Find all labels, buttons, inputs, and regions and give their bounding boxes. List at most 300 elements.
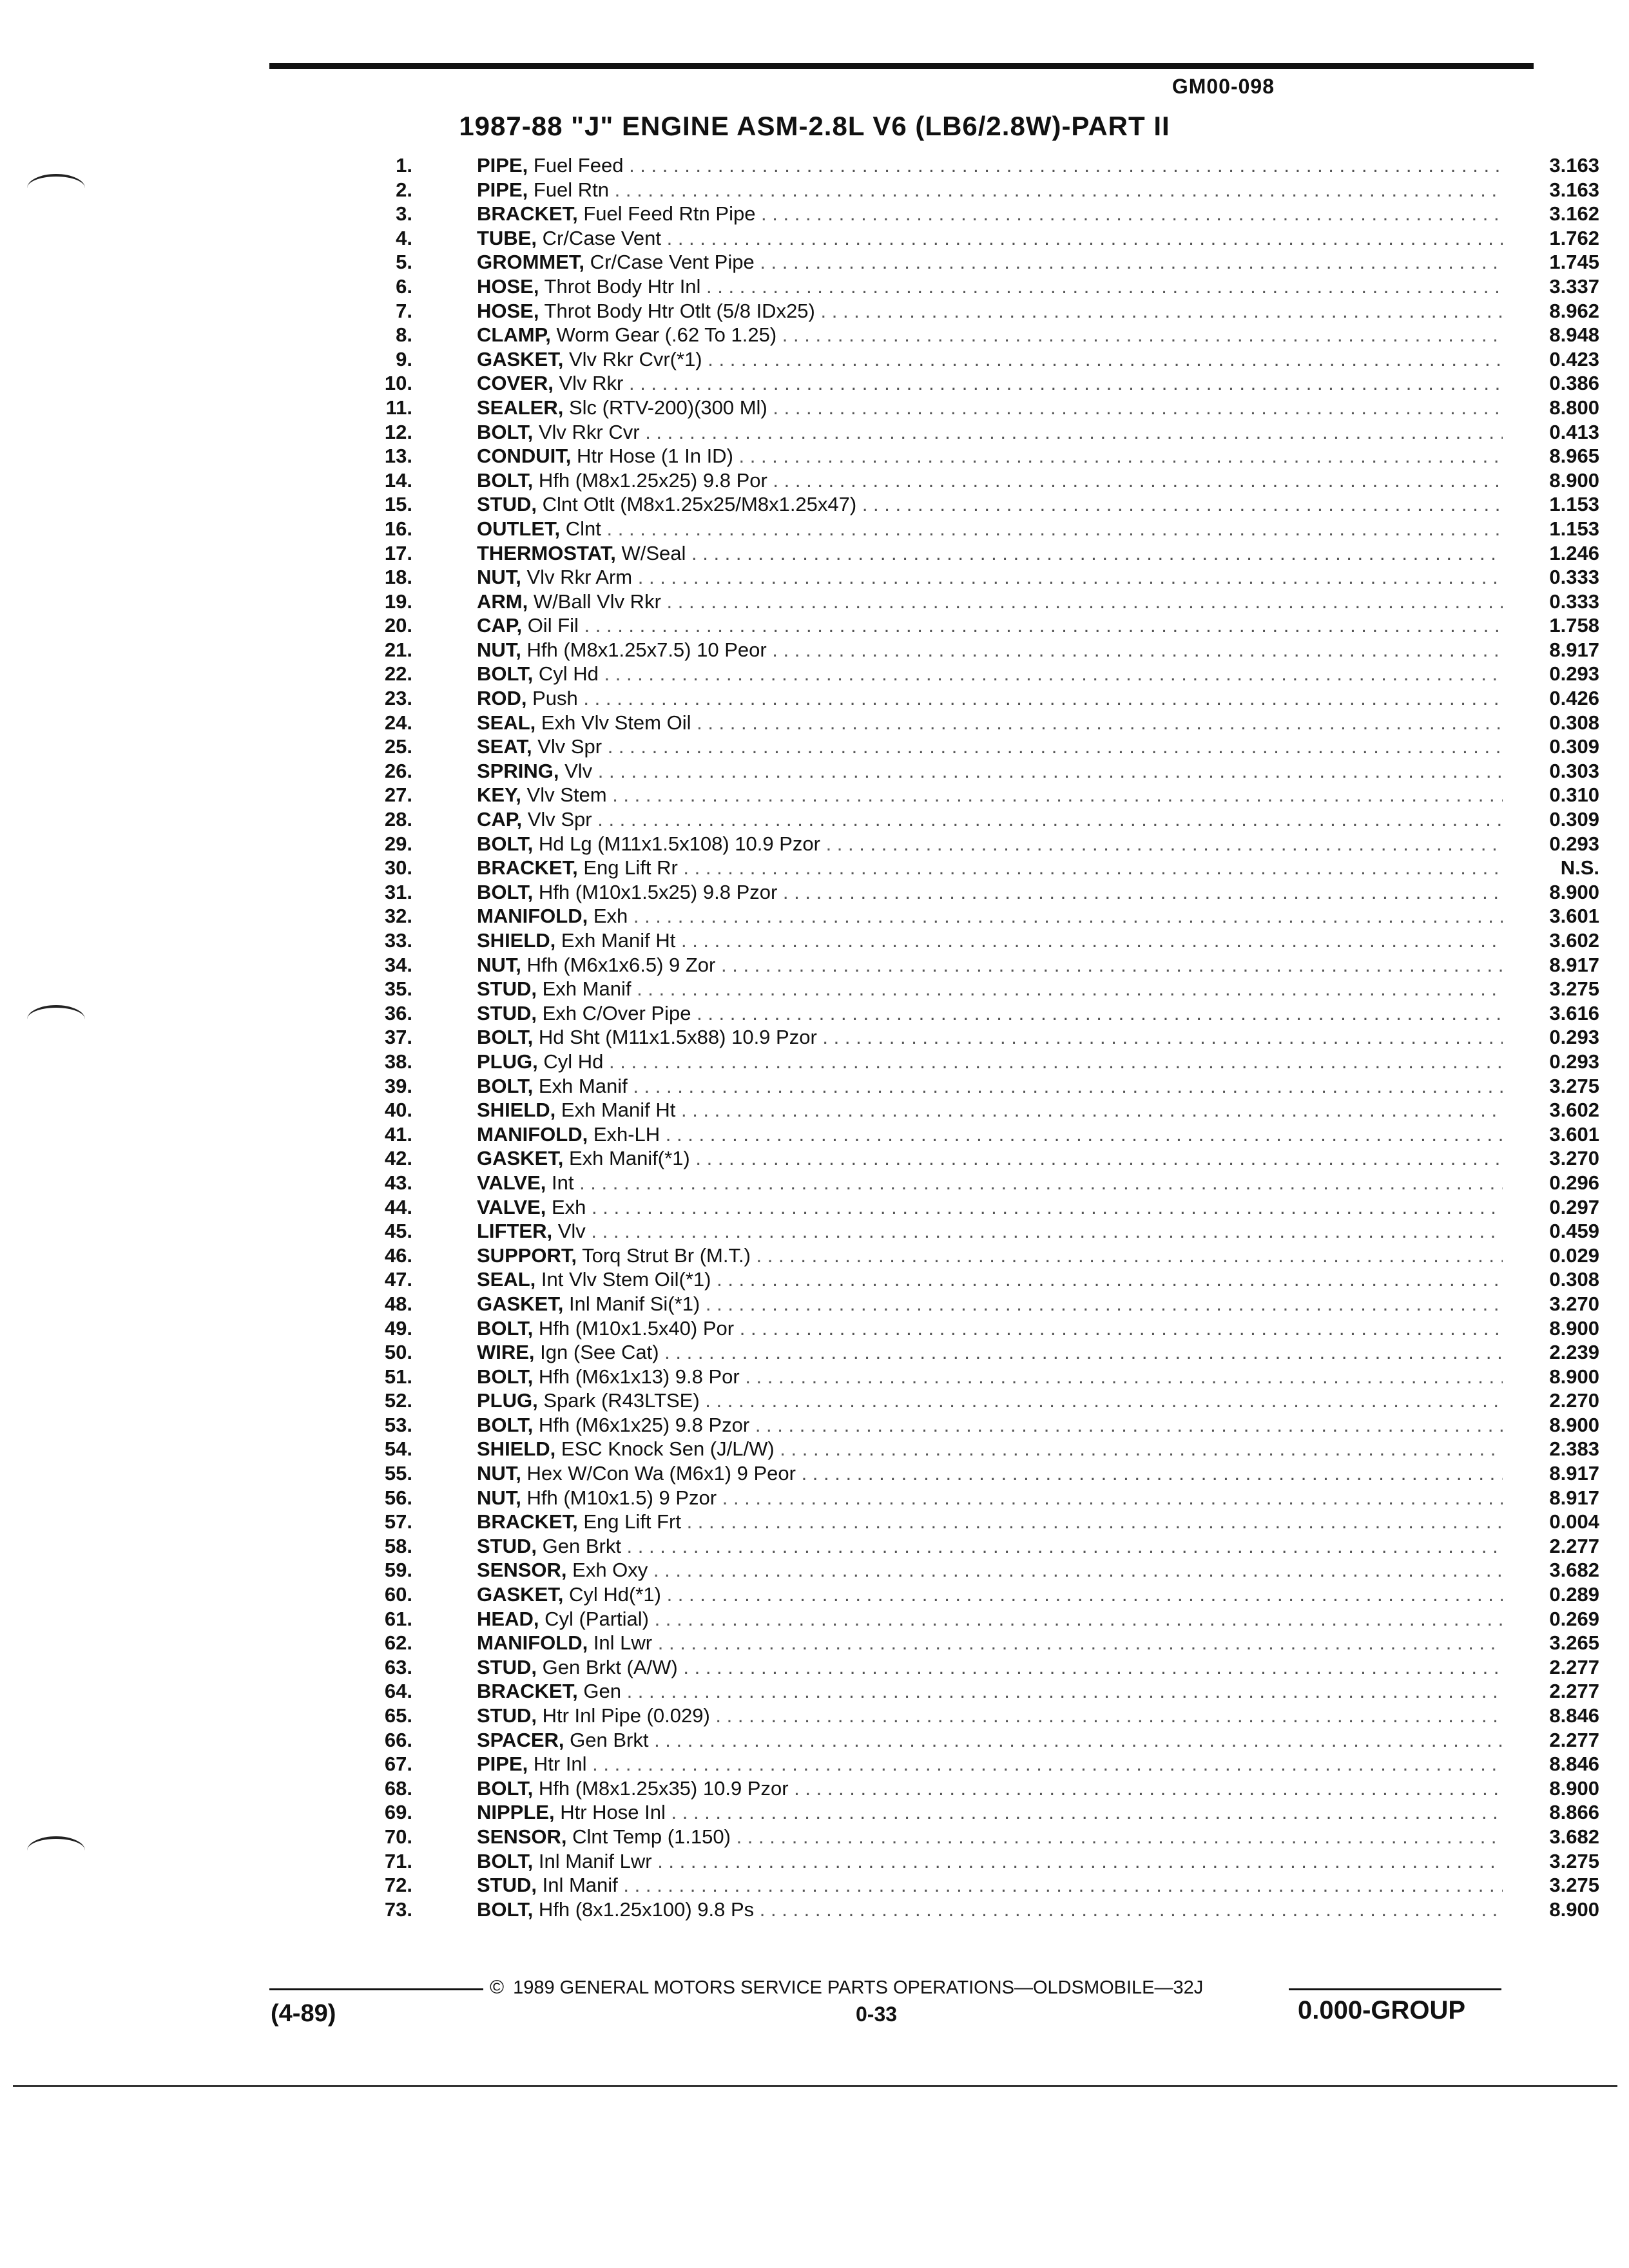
part-number: 50. bbox=[384, 1341, 412, 1364]
part-description bbox=[477, 1486, 1605, 1510]
part-row bbox=[361, 711, 1599, 735]
part-description bbox=[477, 1389, 1605, 1413]
part-description bbox=[477, 1728, 1605, 1753]
part-detail: Vlv Rkr Cvr(*1) bbox=[563, 347, 702, 370]
part-name: TUBE, bbox=[477, 226, 537, 249]
part-description bbox=[477, 1825, 1605, 1849]
part-row bbox=[361, 1365, 1599, 1389]
part-row bbox=[361, 1849, 1599, 1874]
part-number: 34. bbox=[384, 953, 412, 976]
part-group-number: 2.277 bbox=[1503, 1655, 1599, 1680]
part-name: SHIELD, bbox=[477, 1099, 556, 1122]
part-number: 66. bbox=[384, 1728, 412, 1751]
part-group-number: 3.275 bbox=[1503, 1074, 1599, 1099]
footer-rule-left bbox=[269, 1988, 483, 1990]
part-description bbox=[477, 371, 1605, 396]
part-group-number: 2.277 bbox=[1503, 1679, 1599, 1704]
binder-hole-mark bbox=[27, 174, 85, 202]
part-description bbox=[477, 1849, 1605, 1874]
part-detail: Int Vlv Stem Oil(*1) bbox=[535, 1268, 711, 1291]
part-row bbox=[361, 638, 1599, 662]
part-description bbox=[477, 1655, 1605, 1680]
part-group-number: 0.303 bbox=[1503, 759, 1599, 783]
part-name: NUT, bbox=[477, 1462, 521, 1485]
part-detail: Cr/Case Vent Pipe bbox=[584, 251, 755, 274]
part-name: SENSOR, bbox=[477, 1825, 567, 1848]
part-row bbox=[361, 1461, 1599, 1486]
part-detail: Exh Manif bbox=[533, 1074, 628, 1097]
part-detail: Vlv bbox=[559, 759, 593, 782]
part-detail: Htr Hose (1 In ID) bbox=[571, 445, 733, 468]
part-name: CONDUIT, bbox=[477, 445, 572, 468]
part-number: 44. bbox=[384, 1195, 412, 1218]
part-detail: Clnt Otlt (M8x1.25x25/M8x1.25x47) bbox=[537, 493, 857, 516]
part-row bbox=[361, 492, 1599, 517]
part-detail: Exh Manif(*1) bbox=[563, 1147, 690, 1170]
part-number: 59. bbox=[384, 1559, 412, 1582]
part-row bbox=[361, 1800, 1599, 1825]
part-group-number: 3.275 bbox=[1503, 1873, 1599, 1898]
part-name: BRACKET, bbox=[477, 202, 578, 226]
part-description bbox=[477, 153, 1605, 178]
part-row bbox=[361, 178, 1599, 202]
part-description bbox=[477, 396, 1605, 420]
part-row bbox=[361, 1146, 1599, 1171]
part-description bbox=[477, 226, 1605, 251]
part-row bbox=[361, 590, 1599, 614]
part-number: 72. bbox=[384, 1874, 412, 1897]
part-name: BRACKET, bbox=[477, 1680, 578, 1703]
part-group-number: 8.900 bbox=[1503, 1898, 1599, 1922]
part-group-number: 0.413 bbox=[1503, 420, 1599, 445]
part-row bbox=[361, 1098, 1599, 1122]
part-row bbox=[361, 1825, 1599, 1849]
part-description bbox=[477, 1607, 1605, 1631]
part-row bbox=[361, 613, 1599, 638]
part-group-number: 1.153 bbox=[1503, 492, 1599, 517]
part-row bbox=[361, 299, 1599, 323]
part-detail: Vlv Rkr Arm bbox=[521, 566, 633, 589]
part-number: 25. bbox=[384, 735, 412, 758]
part-group-number: 0.333 bbox=[1503, 565, 1599, 590]
part-number: 47. bbox=[384, 1268, 412, 1291]
part-detail: Hfh (M10x1.5) 9 Pzor bbox=[521, 1486, 717, 1509]
part-detail: Clnt bbox=[560, 517, 601, 540]
part-detail: Vlv Stem bbox=[521, 783, 607, 807]
part-row bbox=[361, 977, 1599, 1001]
part-name: GASKET, bbox=[477, 1292, 564, 1315]
part-row bbox=[361, 347, 1599, 372]
binder-hole-mark bbox=[27, 1836, 85, 1865]
part-number: 10. bbox=[384, 372, 412, 395]
part-detail: Hfh (M6x1x25) 9.8 Pzor bbox=[533, 1413, 750, 1436]
part-row bbox=[361, 444, 1599, 468]
part-description bbox=[477, 178, 1605, 202]
part-number: 38. bbox=[384, 1050, 412, 1073]
part-number: 18. bbox=[384, 566, 412, 589]
part-description bbox=[477, 250, 1605, 274]
part-description bbox=[477, 420, 1605, 445]
page-number: 0-33 bbox=[856, 2003, 898, 2026]
part-detail: Exh bbox=[588, 905, 628, 928]
part-row bbox=[361, 1050, 1599, 1074]
part-name: BOLT, bbox=[477, 1316, 534, 1340]
part-group-number: 8.962 bbox=[1503, 299, 1599, 323]
part-detail: Htr Inl Pipe (0.029) bbox=[537, 1704, 710, 1727]
part-description bbox=[477, 1340, 1605, 1365]
part-row bbox=[361, 759, 1599, 783]
part-number: 5. bbox=[396, 251, 412, 274]
part-row bbox=[361, 517, 1599, 541]
part-name: PIPE, bbox=[477, 178, 528, 201]
part-number: 37. bbox=[384, 1026, 412, 1049]
part-number: 54. bbox=[384, 1437, 412, 1461]
part-name: SPACER, bbox=[477, 1728, 564, 1751]
part-number: 49. bbox=[384, 1316, 412, 1340]
part-description bbox=[477, 1025, 1605, 1050]
part-description bbox=[477, 1171, 1605, 1195]
part-name: NUT, bbox=[477, 638, 521, 661]
part-number: 4. bbox=[396, 226, 412, 249]
part-name: WIRE, bbox=[477, 1341, 535, 1364]
part-row bbox=[361, 1776, 1599, 1801]
part-number: 64. bbox=[384, 1680, 412, 1703]
part-description bbox=[477, 880, 1605, 905]
part-description bbox=[477, 541, 1605, 566]
part-detail: Cr/Case Vent bbox=[537, 226, 661, 249]
part-description bbox=[477, 638, 1605, 662]
part-detail: Exh Oxy bbox=[566, 1559, 648, 1582]
part-group-number: 8.917 bbox=[1503, 1461, 1599, 1486]
part-number: 40. bbox=[384, 1099, 412, 1122]
part-group-number: 8.900 bbox=[1503, 1316, 1599, 1341]
part-detail: Fuel Feed bbox=[528, 154, 624, 177]
part-row bbox=[361, 1534, 1599, 1559]
part-group-number: 8.800 bbox=[1503, 396, 1599, 420]
part-number: 42. bbox=[384, 1147, 412, 1170]
part-row bbox=[361, 250, 1599, 274]
part-detail: Exh Vlv Stem Oil bbox=[535, 711, 691, 734]
part-group-number: 0.269 bbox=[1503, 1607, 1599, 1631]
part-number: 65. bbox=[384, 1704, 412, 1727]
part-number: 71. bbox=[384, 1849, 412, 1872]
part-description bbox=[477, 1558, 1605, 1582]
part-description bbox=[477, 735, 1605, 759]
part-name: PIPE, bbox=[477, 154, 528, 177]
part-detail: Vlv Rkr Cvr bbox=[533, 420, 640, 443]
part-row bbox=[361, 1001, 1599, 1026]
part-number: 63. bbox=[384, 1655, 412, 1678]
footer-date: (4-89) bbox=[271, 2000, 336, 2027]
document-code: GM00-098 bbox=[1171, 75, 1275, 98]
part-description bbox=[477, 1582, 1605, 1607]
copyright-symbol: © bbox=[490, 1977, 505, 1998]
part-description bbox=[477, 977, 1605, 1001]
part-row bbox=[361, 420, 1599, 445]
part-name: PLUG, bbox=[477, 1389, 538, 1412]
part-description bbox=[477, 1316, 1605, 1341]
part-number: 41. bbox=[384, 1122, 412, 1146]
part-number: 67. bbox=[384, 1753, 412, 1776]
part-detail: Oil Fil bbox=[522, 614, 579, 637]
part-name: CAP, bbox=[477, 808, 523, 831]
part-detail: Eng Lift Frt bbox=[577, 1510, 681, 1533]
part-name: BRACKET, bbox=[477, 856, 578, 879]
part-name: THERMOSTAT, bbox=[477, 541, 616, 564]
part-group-number: 3.270 bbox=[1503, 1146, 1599, 1171]
part-group-number: 1.153 bbox=[1503, 517, 1599, 541]
part-number: 56. bbox=[384, 1486, 412, 1509]
part-number: 55. bbox=[384, 1462, 412, 1485]
part-group-number: 0.293 bbox=[1503, 1025, 1599, 1050]
part-group-number: 8.846 bbox=[1503, 1704, 1599, 1728]
part-row bbox=[361, 1679, 1599, 1704]
part-name: BOLT, bbox=[477, 1413, 534, 1436]
part-name: CLAMP, bbox=[477, 323, 551, 347]
part-detail: Hfh (M6x1x6.5) 9 Zor bbox=[521, 953, 716, 976]
part-number: 70. bbox=[384, 1825, 412, 1848]
part-detail: Vlv Spr bbox=[522, 808, 592, 831]
part-detail: Eng Lift Rr bbox=[577, 856, 678, 879]
part-group-number: 3.682 bbox=[1503, 1558, 1599, 1582]
part-name: SEALER, bbox=[477, 396, 564, 419]
part-row bbox=[361, 1074, 1599, 1099]
part-detail: Gen bbox=[577, 1680, 621, 1703]
part-description bbox=[477, 1413, 1605, 1437]
part-description bbox=[477, 1122, 1605, 1147]
part-number: 27. bbox=[384, 783, 412, 807]
copyright-notice bbox=[490, 1977, 1203, 1999]
part-number: 61. bbox=[384, 1607, 412, 1630]
part-number: 68. bbox=[384, 1776, 412, 1800]
part-number: 11. bbox=[385, 396, 412, 419]
part-description bbox=[477, 1631, 1605, 1655]
part-group-number: 0.029 bbox=[1503, 1244, 1599, 1268]
part-detail: Throt Body Htr Inl bbox=[539, 274, 701, 298]
part-detail: Htr Inl bbox=[528, 1753, 587, 1776]
part-name: SHIELD, bbox=[477, 1437, 556, 1461]
part-number: 19. bbox=[384, 590, 412, 613]
part-detail: Int bbox=[546, 1171, 574, 1194]
part-name: OUTLET, bbox=[477, 517, 561, 540]
part-row bbox=[361, 226, 1599, 251]
footer-rule-right bbox=[1289, 1988, 1501, 1990]
part-detail: Ign (See Cat) bbox=[534, 1341, 659, 1364]
part-row bbox=[361, 468, 1599, 493]
part-number: 60. bbox=[384, 1583, 412, 1606]
part-number: 14. bbox=[384, 468, 412, 492]
parts-list bbox=[361, 153, 1599, 1921]
part-description bbox=[477, 832, 1605, 856]
part-row bbox=[361, 323, 1599, 347]
part-name: SPRING, bbox=[477, 759, 559, 782]
part-detail: Spark (R43LTSE) bbox=[537, 1389, 700, 1412]
part-detail: Hd Sht (M11x1.5x88) 10.9 Pzor bbox=[533, 1026, 817, 1049]
part-row bbox=[361, 832, 1599, 856]
part-description bbox=[477, 1437, 1605, 1461]
part-group-number: 3.270 bbox=[1503, 1292, 1599, 1316]
part-number: 31. bbox=[384, 880, 412, 903]
part-row bbox=[361, 1752, 1599, 1776]
part-group-number: 1.762 bbox=[1503, 226, 1599, 251]
part-number: 26. bbox=[384, 759, 412, 782]
part-row bbox=[361, 1873, 1599, 1898]
part-name: BOLT, bbox=[477, 1898, 534, 1921]
part-number: 2. bbox=[396, 178, 412, 201]
part-row bbox=[361, 1340, 1599, 1365]
part-name: LIFTER, bbox=[477, 1220, 553, 1243]
part-row bbox=[361, 662, 1599, 686]
part-description bbox=[477, 1050, 1605, 1074]
part-number: 73. bbox=[384, 1898, 412, 1921]
part-group-number: 0.309 bbox=[1503, 735, 1599, 759]
part-number: 33. bbox=[384, 929, 412, 952]
part-description bbox=[477, 783, 1605, 807]
scan-edge-line bbox=[13, 2085, 1617, 2087]
part-number: 1. bbox=[396, 154, 412, 177]
part-detail: Hfh (M10x1.5x25) 9.8 Pzor bbox=[533, 880, 778, 903]
part-detail: Hfh (M10x1.5x40) Por bbox=[533, 1316, 735, 1340]
part-description bbox=[477, 565, 1605, 590]
part-description bbox=[477, 1800, 1605, 1825]
part-row bbox=[361, 783, 1599, 807]
part-description bbox=[477, 1752, 1605, 1776]
part-description bbox=[477, 274, 1605, 299]
part-detail: Exh bbox=[546, 1195, 586, 1218]
part-name: HOSE, bbox=[477, 299, 539, 322]
part-group-number: 8.917 bbox=[1503, 638, 1599, 662]
part-number: 6. bbox=[396, 274, 412, 298]
part-row bbox=[361, 1582, 1599, 1607]
part-detail: Inl Lwr bbox=[588, 1631, 653, 1655]
part-row bbox=[361, 1631, 1599, 1655]
part-row bbox=[361, 1316, 1599, 1341]
part-row bbox=[361, 1267, 1599, 1292]
part-description bbox=[477, 1873, 1605, 1898]
part-description bbox=[477, 759, 1605, 783]
part-detail: Vlv Rkr bbox=[553, 372, 624, 395]
part-name: STUD, bbox=[477, 1874, 537, 1897]
part-detail: Push bbox=[526, 687, 578, 710]
part-name: GASKET, bbox=[477, 1583, 564, 1606]
part-detail: Vlv Spr bbox=[532, 735, 602, 758]
part-group-number: 1.246 bbox=[1503, 541, 1599, 566]
part-row bbox=[361, 153, 1599, 178]
top-rule bbox=[269, 63, 1534, 69]
part-group-number: 0.293 bbox=[1503, 1050, 1599, 1074]
part-number: 69. bbox=[384, 1801, 412, 1824]
part-group-number: 8.900 bbox=[1503, 1413, 1599, 1437]
part-name: BRACKET, bbox=[477, 1510, 578, 1533]
part-row bbox=[361, 1195, 1599, 1220]
part-description bbox=[477, 1267, 1605, 1292]
part-detail: Fuel Feed Rtn Pipe bbox=[577, 202, 756, 226]
part-name: HOSE, bbox=[477, 274, 539, 298]
part-group-number: 8.965 bbox=[1503, 444, 1599, 468]
part-detail: Inl Manif bbox=[537, 1874, 618, 1897]
part-group-number: 0.289 bbox=[1503, 1582, 1599, 1607]
part-name: BOLT, bbox=[477, 468, 534, 492]
part-description bbox=[477, 1510, 1605, 1534]
part-number: 22. bbox=[384, 662, 412, 686]
part-group-number: 8.917 bbox=[1503, 953, 1599, 977]
part-row bbox=[361, 1898, 1599, 1922]
part-name: STUD, bbox=[477, 1534, 537, 1557]
part-name: COVER, bbox=[477, 372, 554, 395]
part-name: KEY, bbox=[477, 783, 521, 807]
part-row bbox=[361, 1292, 1599, 1316]
part-description bbox=[477, 1074, 1605, 1099]
part-row bbox=[361, 1655, 1599, 1680]
part-row bbox=[361, 1486, 1599, 1510]
part-row bbox=[361, 856, 1599, 880]
part-group-number: 2.383 bbox=[1503, 1437, 1599, 1461]
part-number: 43. bbox=[384, 1171, 412, 1194]
part-name: NUT, bbox=[477, 953, 521, 976]
part-group-number: 8.948 bbox=[1503, 323, 1599, 347]
part-name: BOLT, bbox=[477, 1849, 534, 1872]
part-group-number: 0.309 bbox=[1503, 807, 1599, 832]
part-group-number: 8.917 bbox=[1503, 1486, 1599, 1510]
part-detail: Exh Manif bbox=[537, 977, 631, 1001]
part-group-number: 0.297 bbox=[1503, 1195, 1599, 1220]
part-description bbox=[477, 347, 1605, 372]
part-number: 58. bbox=[384, 1534, 412, 1557]
part-description bbox=[477, 1679, 1605, 1704]
part-detail: Exh C/Over Pipe bbox=[537, 1001, 691, 1024]
part-number: 39. bbox=[384, 1074, 412, 1097]
part-description bbox=[477, 928, 1605, 953]
part-group-number: N.S. bbox=[1503, 856, 1599, 880]
part-row bbox=[361, 904, 1599, 928]
part-group-number: 3.601 bbox=[1503, 1122, 1599, 1147]
part-detail: Slc (RTV-200)(300 Ml) bbox=[563, 396, 767, 419]
part-description bbox=[477, 590, 1605, 614]
part-description bbox=[477, 1098, 1605, 1122]
part-number: 9. bbox=[396, 347, 412, 370]
part-group-number: 8.900 bbox=[1503, 468, 1599, 493]
part-group-number: 3.616 bbox=[1503, 1001, 1599, 1026]
part-group-number: 3.682 bbox=[1503, 1825, 1599, 1849]
part-group-number: 3.337 bbox=[1503, 274, 1599, 299]
part-description bbox=[477, 1292, 1605, 1316]
copyright-text: 1989 GENERAL MOTORS SERVICE PARTS OPERATIONS—OLDSMOBILE—32J bbox=[513, 1977, 1204, 1998]
part-group-number: 1.745 bbox=[1503, 250, 1599, 274]
page-title: 1987-88 "J" ENGINE ASM-2.8L V6 (LB6/2.8W)-PART II bbox=[459, 111, 1170, 141]
part-name: VALVE, bbox=[477, 1171, 546, 1194]
part-name: STUD, bbox=[477, 1655, 537, 1678]
part-group-number: 8.900 bbox=[1503, 880, 1599, 905]
part-name: SUPPORT, bbox=[477, 1244, 577, 1267]
part-group-number: 0.296 bbox=[1503, 1171, 1599, 1195]
part-number: 23. bbox=[384, 687, 412, 710]
part-row bbox=[361, 396, 1599, 420]
part-detail: W/Seal bbox=[615, 541, 686, 564]
part-row bbox=[361, 541, 1599, 566]
part-row bbox=[361, 1728, 1599, 1753]
part-description bbox=[477, 1776, 1605, 1801]
part-name: SENSOR, bbox=[477, 1559, 567, 1582]
part-row bbox=[361, 1558, 1599, 1582]
part-row bbox=[361, 202, 1599, 226]
part-detail: Cyl Hd bbox=[537, 1050, 604, 1073]
part-name: ROD, bbox=[477, 687, 527, 710]
part-detail: Hfh (M8x1.25x7.5) 10 Peor bbox=[521, 638, 767, 661]
part-number: 51. bbox=[384, 1365, 412, 1388]
part-number: 30. bbox=[384, 856, 412, 879]
part-detail: Fuel Rtn bbox=[528, 178, 610, 201]
part-group-number: 0.386 bbox=[1503, 371, 1599, 396]
